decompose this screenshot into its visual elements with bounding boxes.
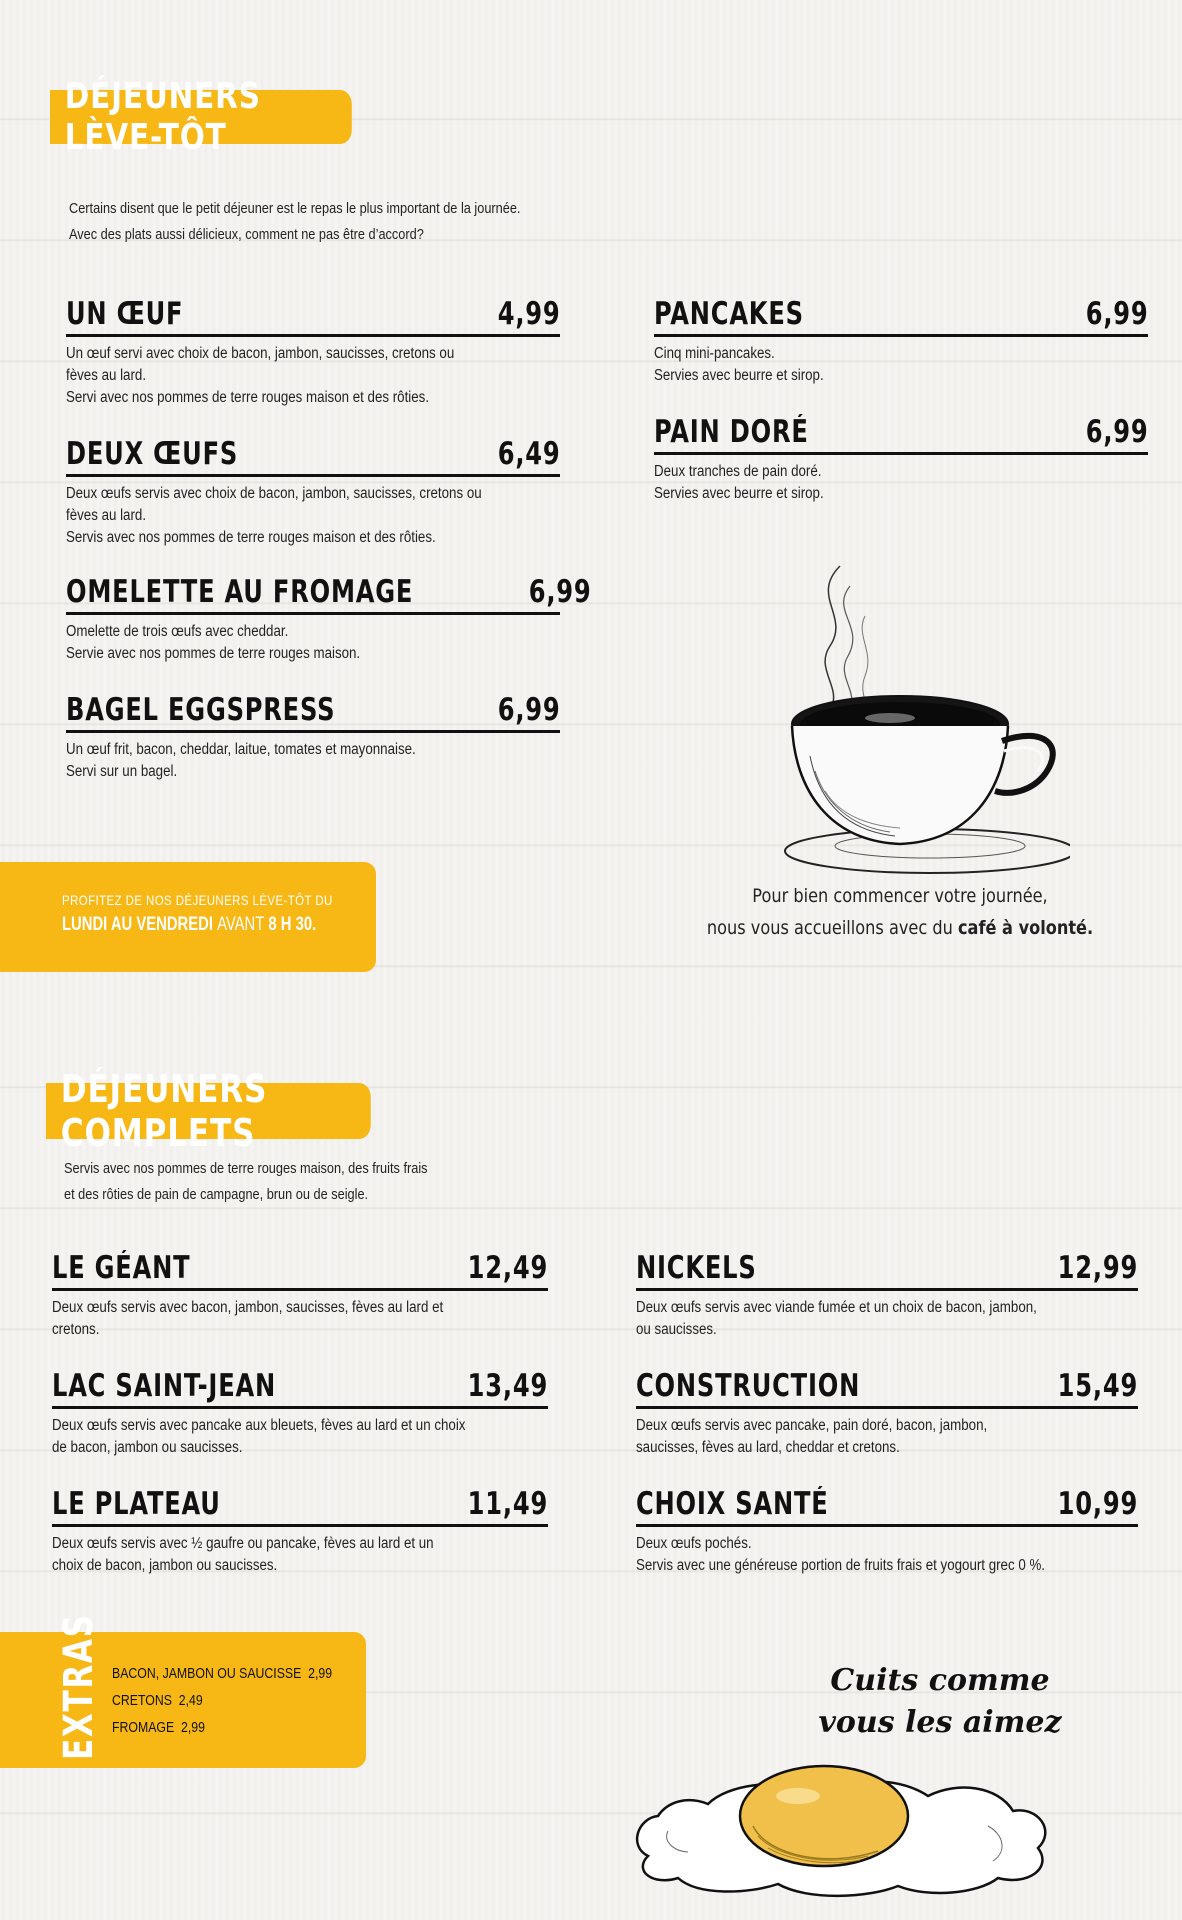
menu-item xyxy=(52,1486,548,1577)
item-description: Deux œufs servis avec pancake, pain doré, bacon, jambon, saucisses, fèves au lard, cheddar et cretons. xyxy=(636,1417,988,1456)
item-description: Deux tranches de pain doré. Servies avec beurre et sirop. xyxy=(654,463,824,502)
coffee-cup-icon xyxy=(770,556,1070,874)
extras-box xyxy=(0,1613,366,1768)
item-description: Un œuf frit, bacon, cheddar, laitue, tomates et mayonnaise. Servi sur un bagel. xyxy=(66,741,416,780)
section-title-leve-tot xyxy=(50,76,352,158)
item-name: NICKELS xyxy=(636,1250,757,1286)
item-description: Deux œufs servis avec bacon, jambon, saucisses, fèves au lard et cretons. xyxy=(52,1299,444,1338)
menu-item xyxy=(52,1250,548,1341)
item-name: UN ŒUF xyxy=(66,296,184,332)
intro-line: Servis avec nos pommes de terre rouges maison, des fruits frais xyxy=(64,1160,428,1177)
item-price: 4,99 xyxy=(497,296,560,332)
extras-title: EXTRAS xyxy=(56,1613,102,1760)
item-name: CHOIX SANTÉ xyxy=(636,1486,829,1522)
menu-item xyxy=(654,296,1148,387)
menu-item xyxy=(636,1486,1138,1577)
item-description: Cinq mini-pancakes. Servies avec beurre et sirop. xyxy=(654,345,824,384)
tagline-line: Cuits comme xyxy=(830,1663,1050,1698)
item-price: 11,49 xyxy=(467,1486,548,1522)
item-price: 6,99 xyxy=(1085,296,1148,332)
promo-banner xyxy=(0,862,376,972)
item-description: Omelette de trois œufs avec cheddar. Servie avec nos pommes de terre rouges maison. xyxy=(66,623,361,662)
intro-line: Avec des plats aussi délicieux, comment ne pas être d’accord? xyxy=(69,226,424,243)
item-price: 6,99 xyxy=(1085,414,1148,450)
section-intro xyxy=(69,196,520,248)
item-name: PAIN DORÉ xyxy=(654,414,809,450)
item-price: 12,99 xyxy=(1057,1250,1138,1286)
menu-item xyxy=(66,436,560,549)
item-description: Deux œufs servis avec viande fumée et un choix de bacon, jambon, ou saucisses. xyxy=(636,1299,1037,1338)
menu-item xyxy=(636,1250,1138,1341)
item-description: Deux œufs servis avec pancake aux bleuets, fèves au lard et un choix de bacon, jambon ou saucisses. xyxy=(52,1417,466,1456)
tagline-line: vous les aimez xyxy=(818,1705,1062,1740)
item-name: BAGEL EGGSPRESS xyxy=(66,692,336,728)
item-price: 10,99 xyxy=(1057,1486,1138,1522)
menu-item xyxy=(66,296,560,409)
item-name: LE PLATEAU xyxy=(52,1486,221,1522)
section-intro xyxy=(64,1156,428,1208)
extras-item: BACON, JAMBON OU SAUCISSE 2,99 xyxy=(112,1665,333,1682)
extras-item: CRETONS 2,49 xyxy=(112,1692,203,1709)
extras-item: FROMAGE 2,99 xyxy=(112,1719,205,1736)
menu-item xyxy=(66,692,560,783)
item-price: 15,49 xyxy=(1057,1368,1138,1404)
item-description: Deux œufs pochés. Servis avec une généreuse portion de fruits frais et yogourt grec 0 %. xyxy=(636,1535,1046,1574)
menu-item xyxy=(66,574,592,665)
coffee-line: Pour bien commencer votre journée, xyxy=(752,885,1048,907)
item-price: 6,99 xyxy=(528,574,592,610)
section-title-text: DÉJEUNERS LÈVE-TÔT xyxy=(64,76,261,158)
extras-list xyxy=(112,1660,380,1741)
coffee-line: nous vous accueillons avec du café à volonté. xyxy=(706,917,1094,939)
intro-line: et des rôties de pain de campagne, brun ou de seigle. xyxy=(64,1186,369,1203)
item-name: CONSTRUCTION xyxy=(636,1368,861,1404)
intro-line: Certains disent que le petit déjeuner est le repas le plus important de la journée. xyxy=(69,200,521,217)
item-name: OMELETTE AU FROMAGE xyxy=(66,574,414,610)
item-description: Deux œufs servis avec ½ gaufre ou pancake, fèves au lard et un choix de bacon, jambon ou saucisses. xyxy=(52,1535,434,1574)
item-price: 6,99 xyxy=(497,692,560,728)
menu-item xyxy=(636,1368,1138,1459)
coffee-message xyxy=(671,880,1130,944)
tagline xyxy=(800,1660,1080,1744)
menu-item xyxy=(654,414,1148,505)
item-price: 6,49 xyxy=(497,436,560,472)
promo-schedule: LUNDI AU VENDREDI AVANT 8 H 30. xyxy=(62,914,317,935)
section-title-complets xyxy=(46,1067,371,1155)
promo-text: PROFITEZ DE NOS DÉJEUNERS LÈVE-TÔT DU xyxy=(62,892,333,908)
section-title-text: DÉJEUNERS COMPLETS xyxy=(60,1067,268,1155)
fried-egg-icon xyxy=(628,1756,1058,1902)
item-name: LAC SAINT-JEAN xyxy=(52,1368,277,1404)
item-description: Un œuf servi avec choix de bacon, jambon, saucisses, cretons ou fèves au lard. Servi avec nos pommes de terre rouges maison et des rôties. xyxy=(66,345,455,406)
item-description: Deux œufs servis avec choix de bacon, jambon, saucisses, cretons ou fèves au lard. Servis avec nos pommes de terre rouges maison et des rôties. xyxy=(66,485,482,546)
item-price: 12,49 xyxy=(467,1250,548,1286)
menu-item xyxy=(52,1368,548,1459)
item-price: 13,49 xyxy=(467,1368,548,1404)
item-name: LE GÉANT xyxy=(52,1250,191,1286)
item-name: PANCAKES xyxy=(654,296,804,332)
item-name: DEUX ŒUFS xyxy=(66,436,239,472)
